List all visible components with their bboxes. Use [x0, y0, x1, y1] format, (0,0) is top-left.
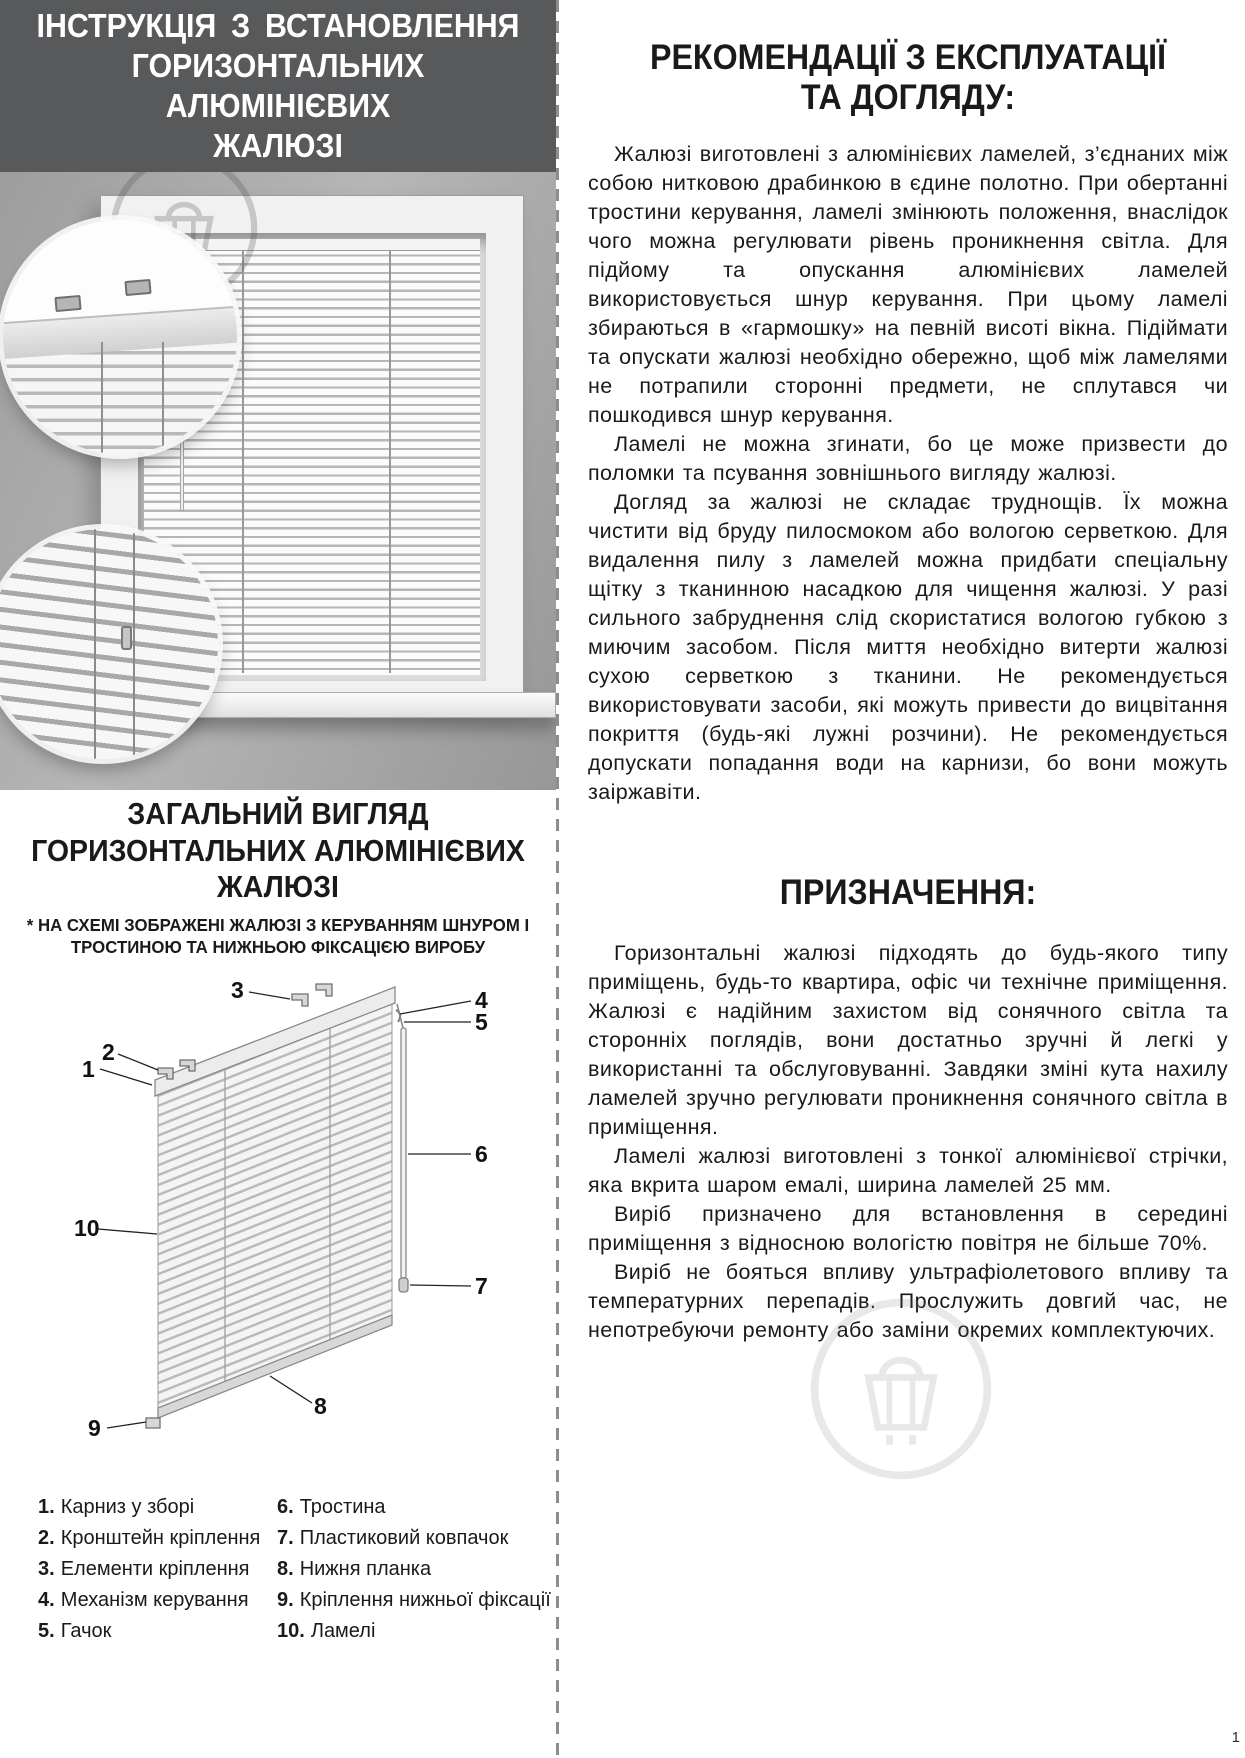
legend-item-label: Гачок	[60, 1620, 112, 1642]
callout-number-6: 6	[475, 1141, 488, 1167]
page-title-line: ГОРИЗОНТАЛЬНИХ АЛЮМІНІЄВИХ	[131, 46, 425, 124]
legend-item-number: 4.	[38, 1589, 55, 1611]
blinds-cord	[242, 251, 244, 673]
purpose-paragraph-4: Виріб не бояться впливу ультрафіолетового впливу та температурних перепадів. Прослужить довгий час, не непотребуючи ремонту або заміни окремих комплектуючих.	[588, 1259, 1228, 1342]
legend-item-number: 9.	[277, 1589, 294, 1611]
recommendations-title	[614, 38, 1203, 118]
general-view-note-line: * НА СХЕМІ ЗОБРАЖЕНІ ЖАЛЮЗІ З КЕРУВАННЯМ ШНУРОМ І	[26, 915, 530, 935]
legend-item	[277, 1523, 553, 1554]
recommendations-text	[588, 140, 1228, 807]
callout-slats	[0, 529, 218, 759]
legend-item-label: Пластиковий ковпачок	[299, 1527, 509, 1549]
purpose-paragraph-2: Ламелі жалюзі виготовлені з тонкої алюмінієвої стрічки, яка вкрита шаром емалі, ширина ламелей 25 мм.	[588, 1143, 1228, 1197]
blinds-cord	[389, 251, 391, 673]
general-view-note-line: ТРОСТИНОЮ ТА НИЖНЬОЮ ФІКСАЦІЄЮ ВИРОБУ	[70, 937, 486, 958]
legend-item-label: Механізм керування	[60, 1589, 249, 1611]
cord-clip	[121, 626, 132, 650]
legend-item	[277, 1554, 553, 1585]
recommendations-paragraph-2: Ламелі не можна згинати, бо це може призвести до поломки та псування зовнішнього вигляду жалюзі.	[588, 431, 1228, 485]
page-title-line: ІНСТРУКЦІЯ З ВСТАНОВЛЕННЯ	[36, 6, 520, 44]
callout-cord	[133, 529, 136, 759]
page-number: 1	[1231, 1729, 1240, 1746]
callout-number-7: 7	[475, 1273, 488, 1299]
legend-item-label: Ламелі	[310, 1620, 376, 1642]
legend-item-label: Тростина	[299, 1496, 386, 1518]
callout-number-4: 4	[475, 987, 488, 1013]
callout-number-1: 1	[82, 1056, 95, 1082]
legend-item	[38, 1492, 268, 1523]
diagram-wand	[397, 1004, 408, 1292]
legend-item-number: 6.	[277, 1496, 294, 1518]
general-view-title-line: ГОРИЗОНТАЛЬНИХ АЛЮМІНІЄВИХ	[31, 832, 525, 868]
blinds-photo	[0, 172, 556, 790]
legend-item	[38, 1554, 268, 1585]
page-title-line: ЖАЛЮЗІ	[213, 127, 343, 165]
bracket-icon	[54, 295, 81, 312]
purpose-title: ПРИЗНАЧЕННЯ:	[779, 872, 1037, 912]
legend-item-number: 10.	[277, 1620, 305, 1642]
legend-item-label: Карниз у зборі	[60, 1496, 195, 1518]
callout-cord	[94, 529, 97, 759]
recommendations-paragraph-1: Жалюзі виготовлені з алюмінієвих ламелей, з’єднаних між собою нитковою драбинкою в єдине полотно. При обертанні тростини керування, ламелі змінюють положення, внаслідок чого можна регулювати рівень проникнення світла. Для підйому та опускання алюмінієвих ламелей використовується шнур керування. При цьому ламелі збираються в «гармошку» на певній висоті вікна. Підіймати та опускати жалюзі необхідно обережно, щоб між ламелями не потрапили сторонні предмети, не сплутався чи пошкодився шнур керування.	[588, 141, 1228, 427]
legend-item-label: Кронштейн кріплення	[60, 1527, 261, 1549]
purpose-paragraph-1: Горизонтальні жалюзі підходять до будь-якого типу приміщень, будь-то квартира, офіс чи технічне приміщення. Жалюзі є надійним захистом від сонячного світла та сторонніх поглядів, вони достатньо зручні й легкі у використанні та обслуговуванні. Завдяки зміні кута нахилу ламелей зручно регулювати проникнення сонячного світла в приміщення.	[588, 940, 1228, 1139]
blinds-diagram	[0, 972, 556, 1484]
legend-item	[38, 1616, 268, 1647]
bracket-icon	[124, 279, 151, 296]
legend-item-number: 3.	[38, 1558, 55, 1580]
legend-item-number: 5.	[38, 1620, 55, 1642]
detail-callout-top	[3, 220, 237, 454]
purpose-paragraph-3: Виріб призначено для встановлення в середині приміщення з відносною вологістю повітря не більше 70%.	[588, 1201, 1228, 1255]
recommendations-title-line: ТА ДОГЛЯДУ:	[800, 77, 1016, 117]
general-view-note	[11, 914, 545, 959]
page-title	[22, 6, 534, 167]
legend-item-label: Кріплення нижньої фіксації	[299, 1589, 551, 1611]
recommendations-title-line: РЕКОМЕНДАЦІЇ З ЕКСПЛУАТАЦІЇ	[649, 38, 1167, 77]
callout-number-9: 9	[88, 1415, 101, 1441]
legend-column-1	[38, 1492, 268, 1647]
legend-column-2	[277, 1492, 553, 1647]
left-header-banner	[0, 0, 556, 172]
legend-item	[38, 1523, 268, 1554]
general-view-title-line: ЖАЛЮЗІ	[217, 869, 339, 905]
callout-slats	[3, 341, 237, 454]
callout-cord	[101, 342, 103, 454]
detail-callout-bottom	[0, 529, 218, 759]
callout-number-10: 10	[74, 1215, 100, 1241]
callout-number-8: 8	[314, 1393, 327, 1419]
callout-number-2: 2	[102, 1039, 115, 1065]
legend-item	[38, 1585, 268, 1616]
callout-number-3: 3	[231, 977, 244, 1003]
diagram-hook	[396, 1010, 400, 1022]
legend-item-label: Елементи кріплення	[60, 1558, 250, 1580]
legend-item-number: 2.	[38, 1527, 55, 1549]
legend-item-number: 7.	[277, 1527, 294, 1549]
legend-item-number: 8.	[277, 1558, 294, 1580]
general-view-title-line: ЗАГАЛЬНИЙ ВИГЛЯД	[127, 796, 429, 831]
column-divider	[556, 0, 559, 1758]
general-view-title	[22, 796, 534, 906]
legend-item-number: 1.	[38, 1496, 55, 1518]
legend-item-label: Нижня планка	[299, 1558, 432, 1580]
legend-item	[277, 1616, 553, 1647]
recommendations-paragraph-3: Догляд за жалюзі не складає труднощів. Їх можна чистити від бруду пилосмоком або вологою серветкою. Для видалення пилу з ламелей можна придбати спеціальну щітку з тканинною насадкою для чищення жалюзі. У разі сильного забруднення слід скористатися вологою губкою з миючим засобом. Після миття необхідно витерти жалюзі сухою серветкою з тканини. Не рекомендується використовувати засоби, які можуть привести до вицвітання покриття (будь-які лужні розчини). Не рекомендується допускати попадання води на карнизи, бо вони можуть заіржавіти.	[588, 489, 1228, 804]
right-column	[588, 0, 1228, 1345]
callout-number-5: 5	[475, 1009, 488, 1035]
legend-item	[277, 1492, 553, 1523]
legend-item	[277, 1585, 553, 1616]
purpose-text	[588, 939, 1228, 1345]
callout-cord	[162, 342, 164, 454]
